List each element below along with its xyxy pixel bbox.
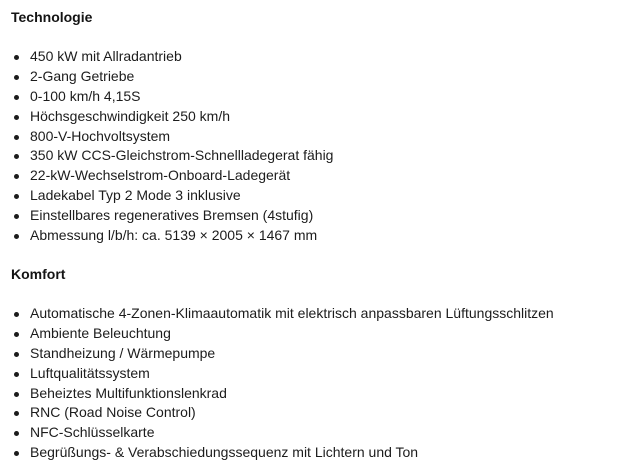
bullet-icon bbox=[14, 411, 19, 416]
list-item bbox=[0, 226, 333, 246]
feature-text: Ambiente Beleuchtung bbox=[30, 324, 171, 341]
feature-text: Beheiztes Multifunktionslenkrad bbox=[30, 384, 227, 401]
list-item bbox=[0, 304, 554, 324]
bullet-icon bbox=[14, 154, 19, 159]
bullet-icon bbox=[14, 234, 19, 239]
feature-text: 2-Gang Getriebe bbox=[30, 67, 135, 84]
bullet-icon bbox=[14, 332, 19, 337]
feature-text: 800-V-Hochvoltsystem bbox=[30, 127, 171, 144]
bullet-icon bbox=[14, 214, 19, 219]
bullet-icon bbox=[14, 95, 19, 100]
feature-text: Automatische 4-Zonen-Klimaautomatik mit elektrisch anpassbaren Lüftungsschlitzen bbox=[30, 305, 554, 321]
bullet-icon bbox=[14, 312, 19, 317]
list-item bbox=[0, 443, 554, 463]
bullet-icon bbox=[14, 55, 19, 60]
feature-text: Höchsgeschwindigkeit 250 km/h bbox=[30, 107, 230, 124]
feature-text: Luftqualitätssystem bbox=[30, 364, 150, 381]
list-item bbox=[0, 324, 554, 344]
feature-text: 0-100 km/h 4,15S bbox=[30, 87, 141, 104]
list-item bbox=[0, 344, 554, 364]
feature-text: Standheizung / Wärmepumpe bbox=[30, 344, 216, 361]
bullet-icon bbox=[14, 372, 19, 377]
feature-text: 350 kW CCS-Gleichstrom-Schnellladegerat fähig bbox=[30, 147, 334, 164]
list-item bbox=[0, 423, 554, 443]
feature-text: 450 kW mit Allradantrieb bbox=[30, 48, 182, 64]
list-item bbox=[0, 127, 333, 147]
list-item bbox=[0, 146, 333, 166]
list-item bbox=[0, 166, 333, 186]
feature-text: Einstellbares regeneratives Bremsen (4stufig) bbox=[30, 207, 314, 224]
list-item bbox=[0, 186, 333, 206]
list-item bbox=[0, 206, 333, 226]
feature-text: Begrüßungs- & Verabschiedungssequenz mit Lichtern und Ton bbox=[30, 444, 419, 461]
list-item bbox=[0, 403, 554, 423]
feature-text: Abmessung l/b/h: ca. 5139 × 2005 × 1467 mm bbox=[30, 227, 318, 244]
bullet-icon bbox=[14, 75, 19, 80]
list-item bbox=[0, 47, 333, 67]
bullet-icon bbox=[14, 115, 19, 120]
bullet-icon bbox=[14, 174, 19, 179]
feature-text: Ladekabel Typ 2 Mode 3 inklusive bbox=[30, 187, 241, 204]
section-title-komfort: Komfort bbox=[11, 266, 66, 282]
section-title-technologie: Technologie bbox=[11, 9, 93, 25]
bullet-icon bbox=[14, 431, 19, 436]
list-item bbox=[0, 364, 554, 384]
feature-text: NFC-Schlüsselkarte bbox=[30, 424, 155, 441]
technologie-feature-list bbox=[0, 47, 333, 246]
list-item bbox=[0, 67, 333, 87]
bullet-icon bbox=[14, 451, 19, 456]
list-item bbox=[0, 107, 333, 127]
feature-text: 22-kW-Wechselstrom-Onboard-Ladegerät bbox=[30, 167, 291, 184]
bullet-icon bbox=[14, 392, 19, 397]
bullet-icon bbox=[14, 352, 19, 357]
komfort-feature-list bbox=[0, 304, 554, 463]
list-item bbox=[0, 87, 333, 107]
list-item bbox=[0, 384, 554, 404]
feature-text: RNC (Road Noise Control) bbox=[30, 404, 196, 421]
bullet-icon bbox=[14, 135, 19, 140]
bullet-icon bbox=[14, 194, 19, 199]
